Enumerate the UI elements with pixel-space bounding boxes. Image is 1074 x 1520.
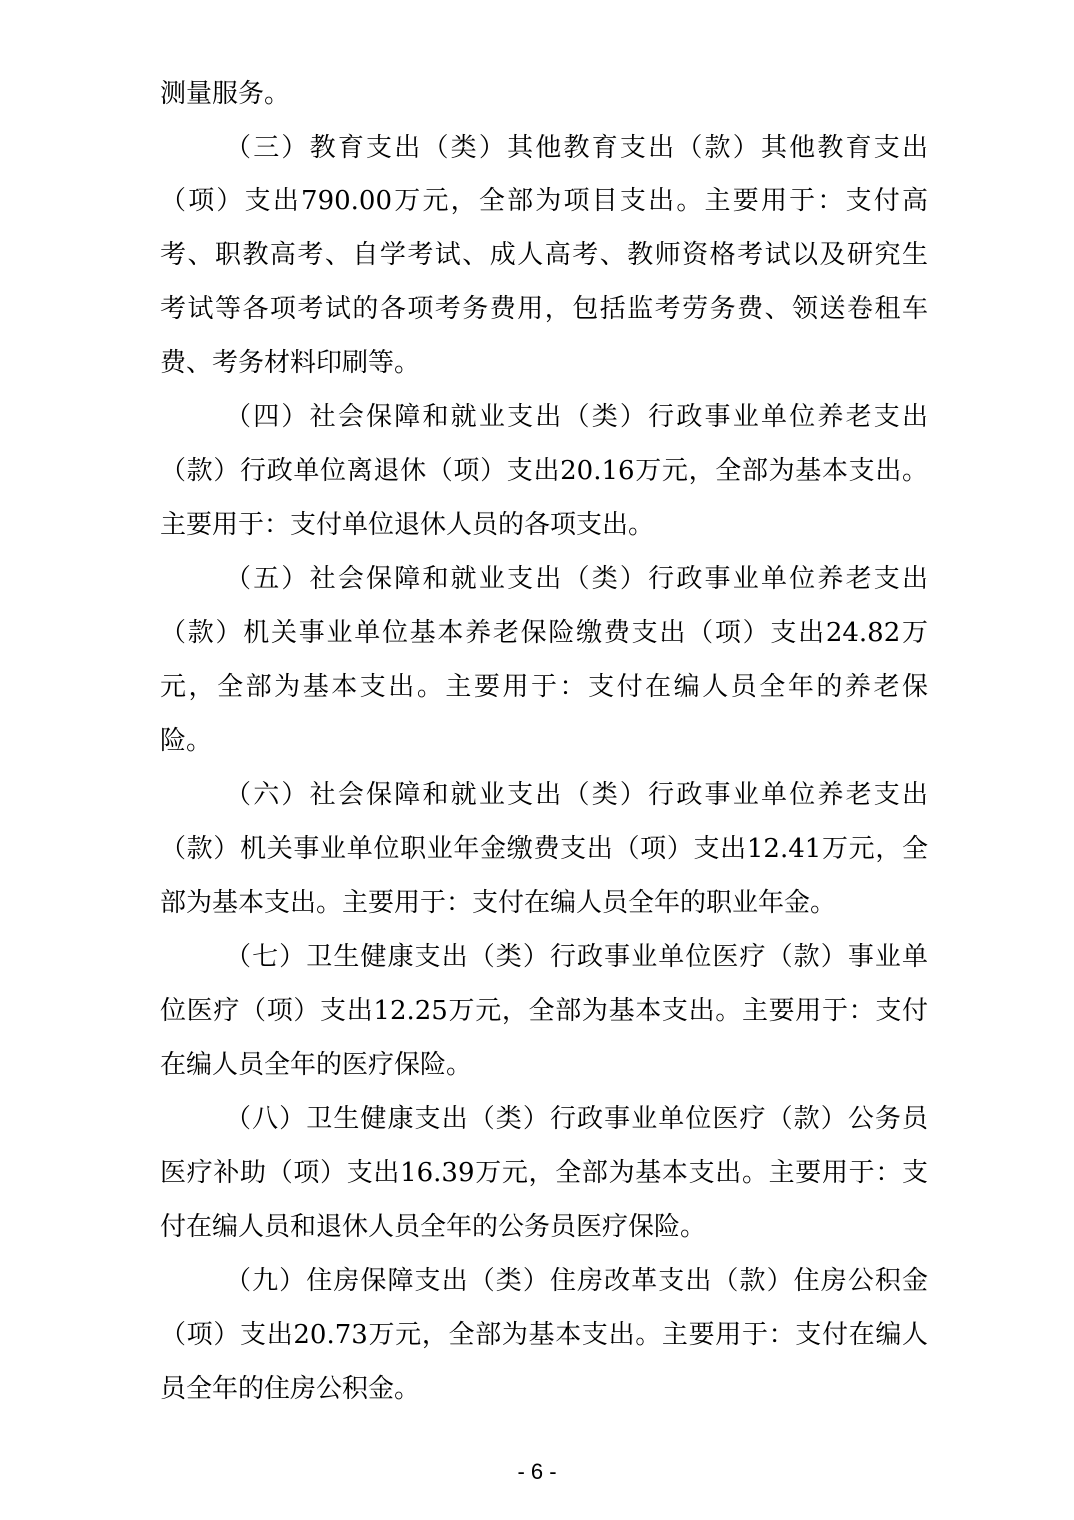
page-number: - 6 - — [517, 1459, 557, 1484]
text-line: 险。 — [160, 726, 213, 756]
text-line: 主要用于：支付单位退休人员的各项支出。 — [160, 510, 655, 540]
text-line: 付在编人员和退休人员全年的公务员医疗保险。 — [160, 1212, 707, 1242]
text-line: 位医疗（项）支出12.25万元，全部为基本支出。主要用于：支付 — [160, 996, 928, 1026]
text-line: 费、考务材料印刷等。 — [160, 348, 421, 378]
text-line: 测量服务。 — [160, 79, 291, 109]
paragraph-heading-7: （七）卫生健康支出（类）行政事业单位医疗（款）事业单 — [225, 942, 928, 972]
paragraph-heading-9: （九）住房保障支出（类）住房改革支出（款）住房公积金 — [225, 1266, 928, 1296]
text-line: 考试等各项考试的各项考务费用，包括监考劳务费、领送卷租车 — [160, 294, 928, 324]
text-line: 元，全部为基本支出。主要用于：支付在编人员全年的养老保 — [160, 672, 928, 702]
text-line: 在编人员全年的医疗保险。 — [160, 1050, 473, 1080]
text-line: （项）支出20.73万元，全部为基本支出。主要用于：支付在编人 — [160, 1320, 928, 1350]
text-line: 部为基本支出。主要用于：支付在编人员全年的职业年金。 — [160, 888, 837, 918]
text-line: （款）机关事业单位基本养老保险缴费支出（项）支出24.82万 — [160, 618, 928, 648]
paragraph-heading-5: （五）社会保障和就业支出（类）行政事业单位养老支出 — [225, 564, 928, 594]
text-line: 员全年的住房公积金。 — [160, 1374, 421, 1404]
paragraph-heading-4: （四）社会保障和就业支出（类）行政事业单位养老支出 — [225, 402, 928, 432]
text-line: （款）行政单位离退休（项）支出20.16万元，全部为基本支出。 — [160, 456, 928, 486]
paragraph-heading-3: （三）教育支出（类）其他教育支出（款）其他教育支出 — [225, 133, 928, 163]
text-line: （项）支出790.00万元，全部为项目支出。主要用于：支付高 — [160, 186, 928, 216]
text-line: （款）机关事业单位职业年金缴费支出（项）支出12.41万元，全 — [160, 834, 928, 864]
paragraph-heading-6: （六）社会保障和就业支出（类）行政事业单位养老支出 — [225, 780, 928, 810]
text-line: 考、职教高考、自学考试、成人高考、教师资格考试以及研究生 — [160, 240, 928, 270]
paragraph-heading-8: （八）卫生健康支出（类）行政事业单位医疗（款）公务员 — [225, 1104, 928, 1134]
text-line: 医疗补助（项）支出16.39万元，全部为基本支出。主要用于：支 — [160, 1158, 928, 1188]
